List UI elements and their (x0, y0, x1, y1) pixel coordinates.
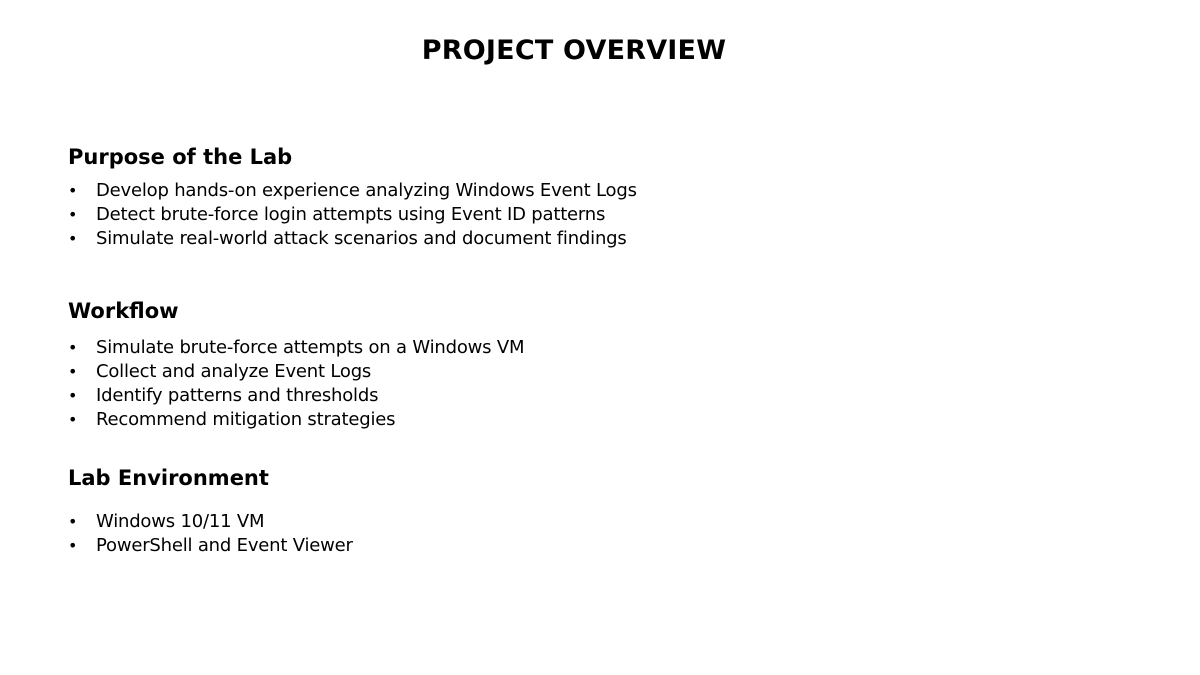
bullet-item (68, 227, 1068, 251)
section-heading: Lab Environment (68, 466, 269, 490)
section-workflow (68, 297, 1068, 432)
bullet-icon: • (68, 181, 78, 200)
bullet-item (68, 336, 1068, 360)
bullet-icon: • (68, 229, 78, 248)
bullet-text: Collect and analyze Event Logs (96, 361, 372, 382)
bullet-icon: • (68, 205, 78, 224)
bullet-text: Simulate real-world attack scenarios and document findings (96, 228, 627, 249)
bullet-text: PowerShell and Event Viewer (96, 535, 353, 556)
bullet-item (68, 203, 1068, 227)
bullet-text: Recommend mitigation strategies (96, 409, 396, 430)
bullet-list (68, 510, 1068, 558)
bullet-item (68, 384, 1068, 408)
bullet-icon: • (68, 536, 78, 555)
bullet-icon: • (68, 386, 78, 405)
bullet-text: Identify patterns and thresholds (96, 385, 379, 406)
bullet-icon: • (68, 362, 78, 381)
bullet-item (68, 534, 1068, 558)
section-purpose-of-the-lab (68, 143, 1068, 251)
bullet-list (68, 336, 1068, 432)
bullet-item (68, 510, 1068, 534)
bullet-item (68, 179, 1068, 203)
slide-title: PROJECT OVERVIEW (421, 35, 727, 66)
section-heading: Purpose of the Lab (68, 145, 293, 169)
section-lab-environment (68, 464, 1068, 558)
bullet-list (68, 179, 1068, 251)
bullet-text: Detect brute-force login attempts using Event ID patterns (96, 204, 606, 225)
bullet-text: Windows 10/11 VM (96, 511, 265, 532)
bullet-icon: • (68, 410, 78, 429)
bullet-icon: • (68, 338, 78, 357)
bullet-text: Develop hands-on experience analyzing Windows Event Logs (96, 180, 637, 201)
bullet-text: Simulate brute-force attempts on a Windows VM (96, 337, 525, 358)
bullet-icon: • (68, 512, 78, 531)
section-heading: Workflow (68, 299, 179, 323)
bullet-item (68, 408, 1068, 432)
bullet-item (68, 360, 1068, 384)
